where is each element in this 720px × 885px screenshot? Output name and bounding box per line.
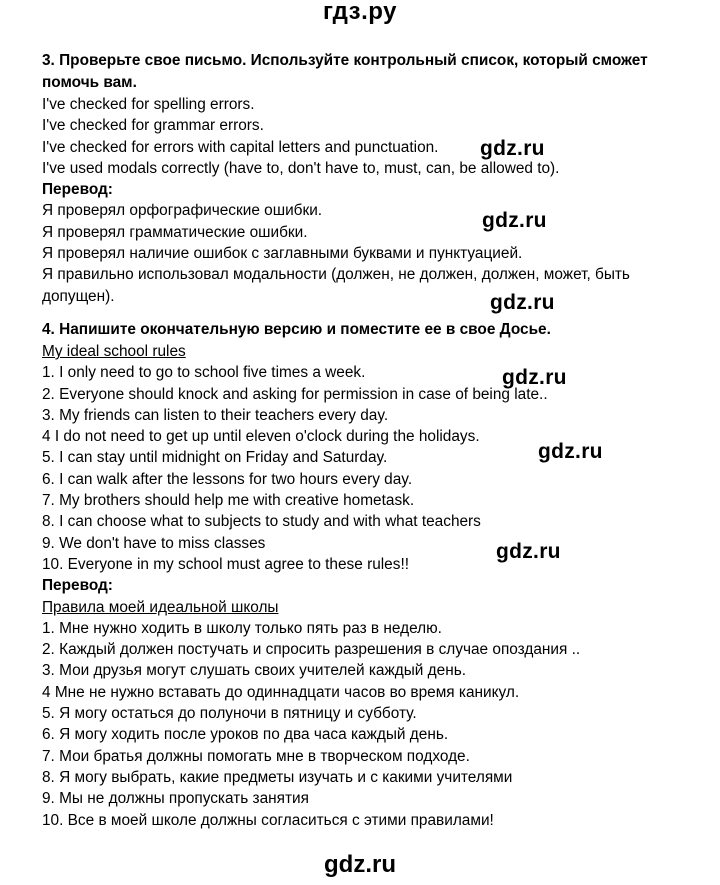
task-3-checklist [0,94,720,179]
rule-item: 1. I only need to go to school five times a week. [42,364,366,382]
watermark: gdz.ru [502,366,567,389]
watermark: gdz.ru [482,209,547,232]
checklist-item: I've checked for errors with capital letters and punctuation. [42,138,439,156]
translation-line: Я правильно использовал модальности (должен, не должен, должен, может, быть допущен). [42,266,630,305]
checklist-item: I've used modals correctly (have to, don't have to, must, can, be allowed to). [42,159,560,177]
translation-heading: Правила моей идеальной школы [42,598,279,616]
watermark: gdz.ru [496,540,561,563]
rule-item: 4 I do not need to get up until eleven o'clock during the holidays. [42,428,480,446]
task-3-title: 3. Проверьте свое письмо. Используйте контрольный список, который сможет помочь вам. [42,52,648,91]
watermark: gdz.ru [490,291,555,314]
site-header-title: гдз.ру [323,0,397,25]
rule-item: 8. I can choose what to subjects to study and with what teachers [42,513,481,531]
translation-line: Я проверял орфографические ошибки. [42,202,323,220]
translated-rule-item: 10. Все в моей школе должны согласиться с этими правилами! [42,811,494,829]
watermark: gdz.ru [480,137,545,160]
checklist-item: I've checked for grammar errors. [42,117,264,135]
rule-item: 6. I can walk after the lessons for two hours every day. [42,470,413,488]
translation-line: Я проверял наличие ошибок с заглавными буквами и пунктуацией. [42,245,523,263]
translated-rule-item: 5. Я могу остаться до полуночи в пятницу и субботу. [42,705,417,723]
watermark: gdz.ru [538,440,603,463]
translated-rule-item: 9. Мы не должны пропускать занятия [42,790,309,808]
translation-line: Я проверял грамматические ошибки. [42,223,308,241]
translated-rule-item: 7. Мои братья должны помогать мне в творческом подходе. [42,747,470,765]
rule-item: 2. Everyone should knock and asking for permission in case of being late.. [42,385,548,403]
page-content [0,50,720,831]
task-4-translation-list [0,618,720,831]
translated-rule-item: 6. Я могу ходить после уроков по два часа каждый день. [42,726,449,744]
translated-rule-item: 8. Я могу выбрать, какие предметы изучать и с какими учителями [42,768,513,786]
task-4-title: 4. Напишите окончательную версию и поместите ее в свое Досье. [42,320,551,338]
rules-heading: My ideal school rules [42,342,186,360]
checklist-item: I've checked for spelling errors. [42,96,255,113]
task-4-translation-label: Перевод: [42,577,113,595]
rule-item: 9. We don't have to miss classes [42,534,266,552]
rule-item: 7. My brothers should help me with creative hometask. [42,492,415,510]
rule-item: 5. I can stay until midnight on Friday and Saturday. [42,449,388,467]
translated-rule-item: 3. Мои друзья могут слушать своих учителей каждый день. [42,662,466,680]
task-3-translation [0,200,720,306]
rule-item: 10. Everyone in my school must agree to these rules!! [42,555,409,573]
rule-item: 3. My friends can listen to their teachers every day. [42,406,389,424]
translated-rule-item: 2. Каждый должен постучать и спросить разрешения в случае опоздания .. [42,641,581,659]
translated-rule-item: 1. Мне нужно ходить в школу только пять раз в неделю. [42,619,442,637]
task-3-translation-label: Перевод: [42,181,113,199]
footer-site-mark: gdz.ru [324,851,396,878]
rules-list [0,362,720,575]
translated-rule-item: 4 Мне не нужно вставать до одиннадцати часов во время каникул. [42,683,520,701]
